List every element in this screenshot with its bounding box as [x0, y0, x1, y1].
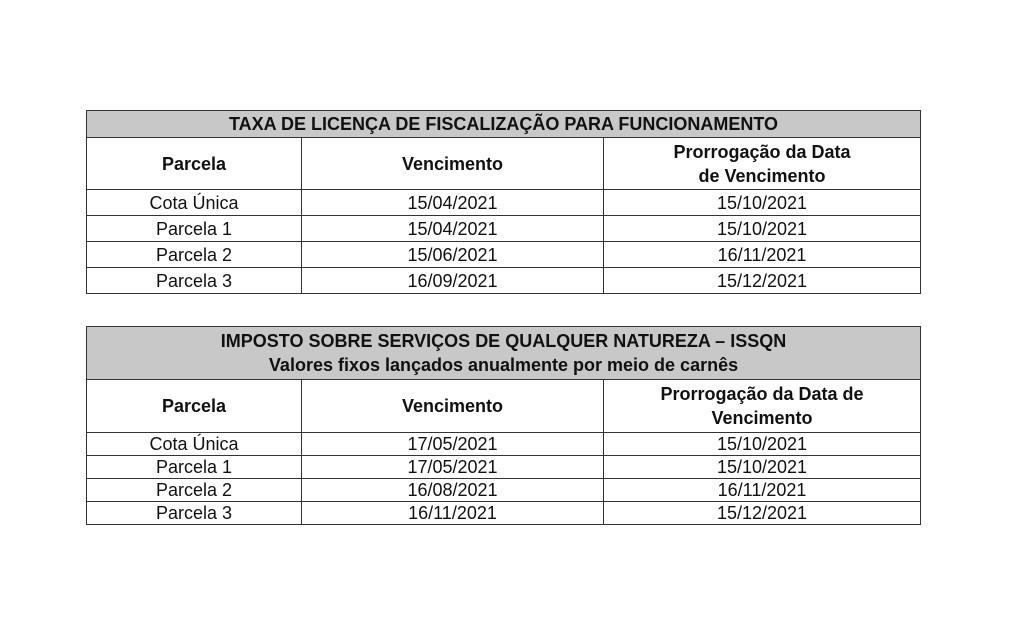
cell-prorrogacao: 15/10/2021 [604, 190, 921, 216]
tlf-table [86, 110, 921, 294]
table-row [87, 268, 921, 294]
issqn-table [86, 326, 921, 525]
table-row [87, 433, 921, 456]
header-prorrogacao-line2: Vencimento [711, 408, 813, 428]
header-prorrogacao [604, 380, 921, 433]
cell-prorrogacao: 16/11/2021 [604, 242, 921, 268]
header-vencimento: Vencimento [302, 138, 604, 190]
cell-prorrogacao: 15/10/2021 [604, 216, 921, 242]
cell-vencimento: 15/04/2021 [302, 190, 604, 216]
cell-prorrogacao: 16/11/2021 [604, 479, 921, 502]
cell-prorrogacao: 15/10/2021 [604, 433, 921, 456]
header-parcela: Parcela [87, 380, 302, 433]
issqn-title-row [87, 327, 921, 380]
issqn-title-line2: Valores fixos lançados anualmente por meio de carnês [268, 355, 739, 375]
cell-parcela: Parcela 2 [87, 242, 302, 268]
issqn-title-line1: IMPOSTO SOBRE SERVIÇOS DE QUALQUER NATUREZA – ISSQN [220, 331, 787, 351]
cell-parcela: Cota Única [87, 190, 302, 216]
header-prorrogacao-line2: de Vencimento [698, 165, 826, 186]
cell-parcela: Parcela 3 [87, 502, 302, 525]
header-prorrogacao [604, 138, 921, 190]
cell-prorrogacao: 15/12/2021 [604, 502, 921, 525]
table-row [87, 242, 921, 268]
header-parcela: Parcela [87, 138, 302, 190]
table-row [87, 479, 921, 502]
cell-parcela: Parcela 2 [87, 479, 302, 502]
cell-vencimento: 17/05/2021 [302, 456, 604, 479]
tlf-table-title: TAXA DE LICENÇA DE FISCALIZAÇÃO PARA FUNCIONAMENTO [87, 111, 921, 138]
cell-vencimento: 16/09/2021 [302, 268, 604, 294]
cell-vencimento: 17/05/2021 [302, 433, 604, 456]
cell-parcela: Parcela 1 [87, 216, 302, 242]
issqn-header-row [87, 380, 921, 433]
cell-parcela: Parcela 1 [87, 456, 302, 479]
cell-parcela: Cota Única [87, 433, 302, 456]
cell-vencimento: 15/04/2021 [302, 216, 604, 242]
tlf-title-row [87, 111, 921, 138]
cell-vencimento: 16/08/2021 [302, 479, 604, 502]
cell-vencimento: 15/06/2021 [302, 242, 604, 268]
cell-parcela: Parcela 3 [87, 268, 302, 294]
tlf-header-row [87, 138, 921, 190]
header-prorrogacao-line1: Prorrogação da Data de [660, 384, 864, 404]
table-row [87, 190, 921, 216]
cell-prorrogacao: 15/12/2021 [604, 268, 921, 294]
header-vencimento: Vencimento [302, 380, 604, 433]
cell-vencimento: 16/11/2021 [302, 502, 604, 525]
header-prorrogacao-line1: Prorrogação da Data [673, 141, 851, 162]
table-row [87, 456, 921, 479]
issqn-table-title [87, 327, 921, 380]
cell-prorrogacao: 15/10/2021 [604, 456, 921, 479]
table-row [87, 216, 921, 242]
table-row [87, 502, 921, 525]
